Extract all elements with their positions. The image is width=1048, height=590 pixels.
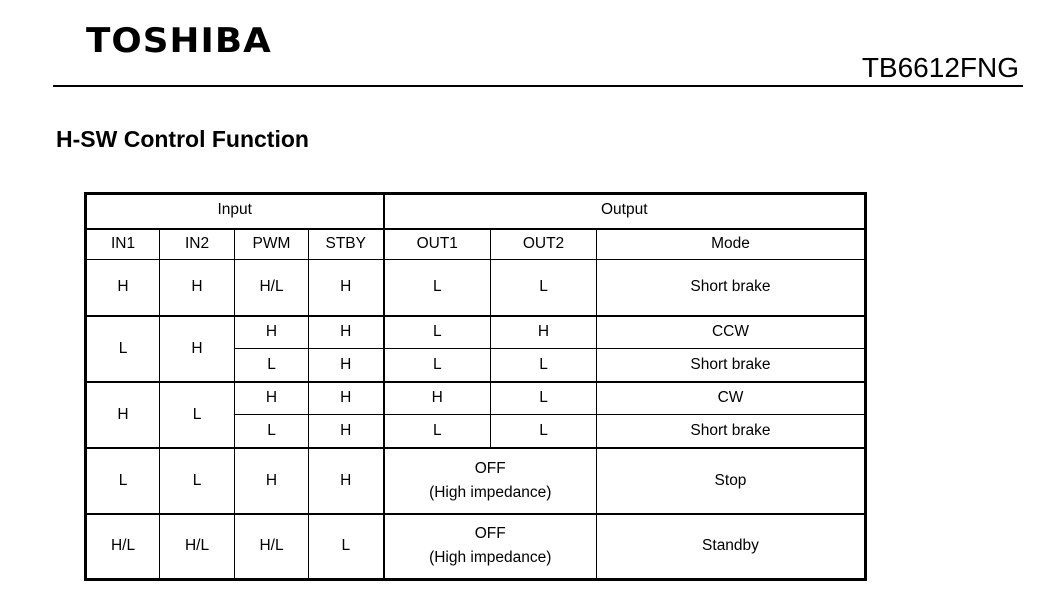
cell-out2: L	[491, 260, 597, 316]
cell-stby: H	[309, 260, 384, 316]
cell-in1: H	[86, 260, 160, 316]
table-row	[86, 514, 866, 580]
col-header-out2: OUT2	[491, 229, 597, 260]
col-header-stby: STBY	[309, 229, 384, 260]
group-header-input: Input	[86, 194, 384, 229]
cell-in2: H/L	[160, 514, 235, 580]
cell-pwm: H	[235, 448, 309, 514]
cell-out1: L	[384, 316, 491, 349]
cell-pwm: L	[235, 415, 309, 448]
cell-in1: H/L	[86, 514, 160, 580]
cell-in1: L	[86, 316, 160, 382]
col-header-in1: IN1	[86, 229, 160, 260]
cell-in2: H	[160, 316, 235, 382]
cell-out2: L	[491, 415, 597, 448]
table-row	[86, 260, 866, 316]
cell-pwm: L	[235, 349, 309, 382]
h-sw-control-table	[84, 192, 867, 581]
cell-out2: L	[491, 349, 597, 382]
cell-pwm: H/L	[235, 514, 309, 580]
table-row	[86, 448, 866, 514]
cell-in2: H	[160, 260, 235, 316]
cell-stby: L	[309, 514, 384, 580]
cell-pwm: H	[235, 316, 309, 349]
cell-in1: L	[86, 448, 160, 514]
cell-in1: H	[86, 382, 160, 448]
cell-output-off	[384, 448, 597, 514]
cell-mode: Short brake	[597, 349, 866, 382]
cell-mode: Short brake	[597, 260, 866, 316]
cell-stby: H	[309, 415, 384, 448]
col-header-mode: Mode	[597, 229, 866, 260]
toshiba-logo: TOSHIBA	[86, 21, 272, 61]
section-title: H-SW Control Function	[56, 126, 309, 152]
cell-mode: Short brake	[597, 415, 866, 448]
cell-stby: H	[309, 316, 384, 349]
col-header-out1: OUT1	[384, 229, 491, 260]
cell-out1: L	[384, 260, 491, 316]
output-state: OFF	[474, 459, 506, 477]
cell-mode: CW	[597, 382, 866, 415]
cell-pwm: H/L	[235, 260, 309, 316]
cell-stby: H	[309, 448, 384, 514]
cell-out1: L	[384, 349, 491, 382]
part-number: TB6612FNG	[861, 52, 1019, 83]
output-note: (High impedance)	[429, 549, 552, 567]
cell-in2: L	[160, 382, 235, 448]
col-header-pwm: PWM	[235, 229, 309, 260]
cell-out2: L	[491, 382, 597, 415]
table-row	[86, 382, 866, 415]
cell-out2: H	[491, 316, 597, 349]
cell-stby: H	[309, 382, 384, 415]
cell-out1: H	[384, 382, 491, 415]
output-state: OFF	[474, 525, 506, 543]
cell-mode: Stop	[597, 448, 866, 514]
cell-out1: L	[384, 415, 491, 448]
group-header-output: Output	[384, 194, 866, 229]
output-note: (High impedance)	[429, 483, 552, 501]
cell-mode: Standby	[597, 514, 866, 580]
cell-mode: CCW	[597, 316, 866, 349]
cell-output-off	[384, 514, 597, 580]
header-divider	[53, 85, 1023, 87]
cell-stby: H	[309, 349, 384, 382]
cell-in2: L	[160, 448, 235, 514]
col-header-in2: IN2	[160, 229, 235, 260]
table-row	[86, 316, 866, 349]
cell-pwm: H	[235, 382, 309, 415]
